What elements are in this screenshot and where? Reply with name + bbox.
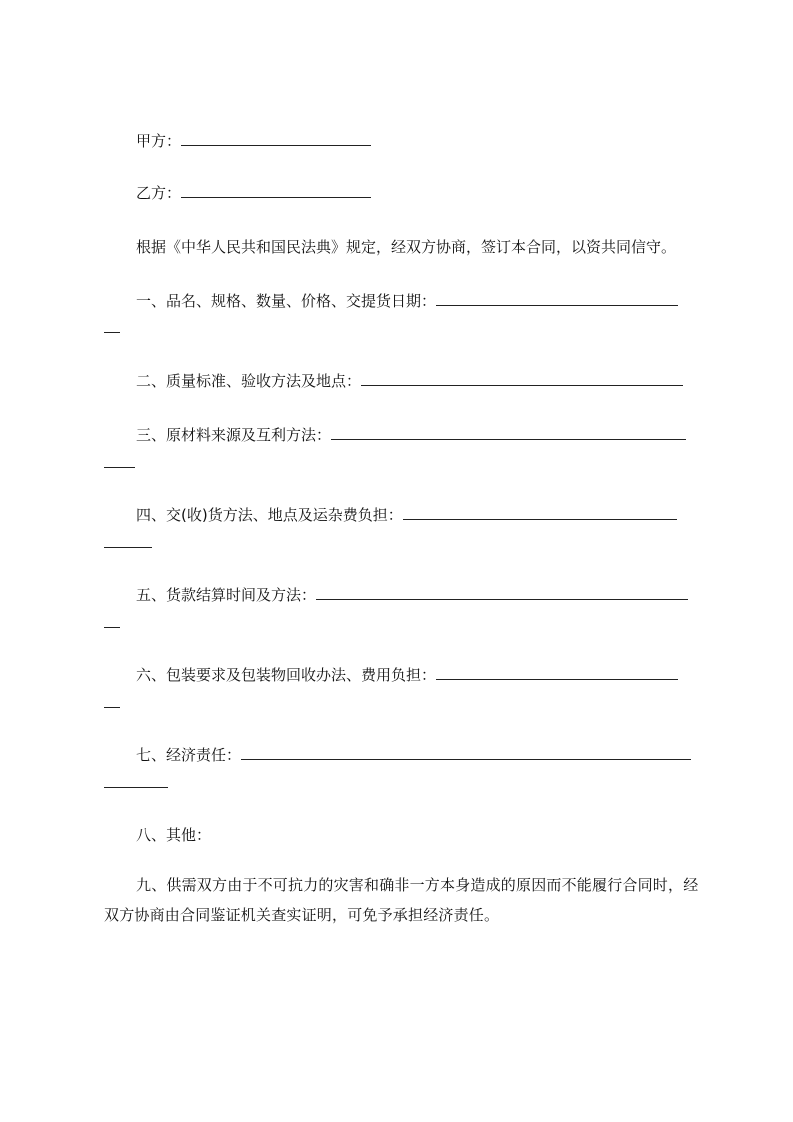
clause-7-blank[interactable] bbox=[241, 745, 691, 760]
clause-1-blank-tail[interactable] bbox=[104, 331, 120, 333]
clause-6-label: 六、包装要求及包装物回收办法、费用负担： bbox=[136, 666, 437, 684]
clause-3-label: 三、原材料来源及互利方法： bbox=[136, 426, 332, 444]
clause-4 bbox=[104, 502, 736, 528]
party-b-blank[interactable] bbox=[181, 183, 371, 198]
clause-9 bbox=[104, 870, 708, 930]
clause-3-blank[interactable] bbox=[331, 425, 686, 440]
clause-5 bbox=[104, 582, 736, 608]
party-a-label: 甲方： bbox=[136, 132, 182, 150]
clause-1 bbox=[104, 288, 736, 314]
clause-5-label: 五、货款结算时间及方法： bbox=[136, 586, 317, 604]
party-b-line bbox=[104, 180, 736, 206]
clause-4-label: 四、交(收)货方法、地点及运杂费负担： bbox=[136, 506, 403, 524]
party-a-line bbox=[104, 128, 736, 154]
clause-3-blank-tail[interactable] bbox=[104, 466, 135, 468]
party-b-label: 乙方： bbox=[136, 184, 182, 202]
clause-8 bbox=[104, 822, 736, 848]
clause-2 bbox=[104, 368, 736, 394]
clause-4-blank-tail[interactable] bbox=[104, 546, 152, 548]
clause-1-label: 一、品名、规格、数量、价格、交提货日期： bbox=[136, 292, 437, 310]
clause-6-blank-tail[interactable] bbox=[104, 706, 120, 708]
clause-2-label: 二、质量标准、验收方法及地点： bbox=[136, 372, 362, 390]
clause-1-blank[interactable] bbox=[436, 291, 678, 306]
clause-8-label: 八、其他： bbox=[136, 826, 212, 844]
clause-3 bbox=[104, 422, 736, 448]
clause-6-blank[interactable] bbox=[436, 665, 678, 680]
clause-6 bbox=[104, 662, 736, 688]
clause-9-text: 九、供需双方由于不可抗力的灾害和确非一方本身造成的原因而不能履行合同时，经双方协商由合同鉴证机关查实证明，可免予承担经济责任。 bbox=[104, 876, 699, 924]
clause-5-blank-tail[interactable] bbox=[104, 626, 120, 628]
preamble bbox=[104, 234, 736, 260]
clause-7-label: 七、经济责任： bbox=[136, 746, 242, 764]
clause-2-blank[interactable] bbox=[361, 371, 683, 386]
clause-7 bbox=[104, 742, 736, 768]
clause-5-blank[interactable] bbox=[316, 585, 688, 600]
preamble-text: 根据《中华人民共和国民法典》规定，经双方协商，签订本合同，以资共同信守。 bbox=[136, 238, 677, 256]
clause-7-blank-tail[interactable] bbox=[104, 786, 168, 788]
party-a-blank[interactable] bbox=[181, 131, 371, 146]
clause-4-blank[interactable] bbox=[403, 505, 677, 520]
